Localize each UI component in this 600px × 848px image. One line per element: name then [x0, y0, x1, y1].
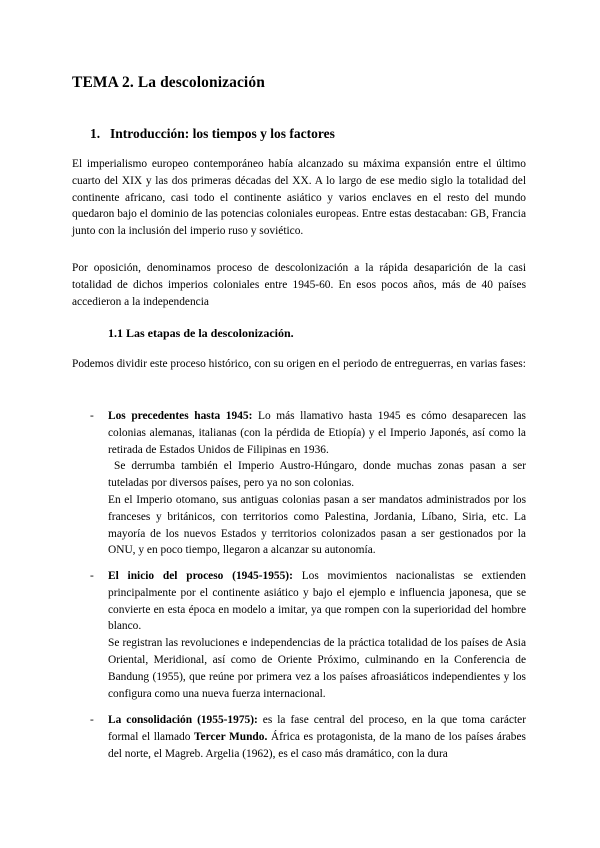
item-label: Los precedentes hasta 1945:: [108, 410, 253, 422]
item-text: África es protagonista, de la mano de los países árabes del norte, el Magreb. Argelia (1962), es el caso más dramático, con la dura: [108, 730, 526, 760]
list-bullet: -: [90, 410, 94, 422]
item-text: es la fase central del proceso, en la que toma carácter formal el llamado: [108, 714, 526, 743]
section-heading: [90, 126, 335, 142]
list-item-precedentes: [90, 408, 526, 559]
list-bullet: -: [90, 714, 94, 726]
list-bullet: -: [90, 570, 94, 582]
item-text: Lo más llamativo hasta 1945 es cómo desaparecen las colonias alemanas, italianas (con la pérdida de Etiopía) y el Imperio Japonés, así como la retirada de Estados Unidos de Filipinas en 1936.: [108, 410, 526, 456]
paragraph-intro-etapas: Podemos dividir este proceso histórico, con su origen en el periodo de entreguerras, en varias fases:: [72, 358, 526, 370]
item-text: Se derrumba también el Imperio Austro-Húngaro, donde muchas zonas pasan a ser tuteladas por diversos países, pero ya no son colonias.: [108, 460, 526, 490]
paragraph-descolonizacion: Por oposición, denominamos proceso de descolonización a la rápida desaparición de la casi totalidad de dichos imperios coloniales entre 1945-60. En esos pocos años, más de 40 países accedieron a la independencia: [72, 262, 526, 308]
item-text: En el Imperio otomano, sus antiguas colonias pasan a ser mandatos administrados por los franceses y británicos, con territorios como Palestina, Jordania, Líbano, Siria, etc. La mayoría de los nuevos Estados y territorios colonizados pasan a ser gestionados por la ONU, y en poco tiempo, llegaron a alcanzar su autonomía.: [108, 493, 526, 557]
subsection-heading: 1.1 Las etapas de la descolonización.: [108, 326, 294, 340]
section-heading-text: Introducción: los tiempos y los factores: [110, 126, 335, 141]
list-item-consolidacion: [90, 712, 526, 762]
item-label: El inicio del proceso (1945-1955):: [108, 570, 293, 582]
item-text: Los movimientos nacionalistas se extienden principalmente por el continente asiático y bajo el ejemplo e influencia japonesa, que se convierte en esta época en modelo a imitar, ya que rompen con la superioridad del hombre blanco.: [108, 570, 526, 633]
item-bold-term: Tercer Mundo.: [194, 730, 268, 743]
paragraph-imperialismo: El imperialismo europeo contemporáneo había alcanzado su máxima expansión entre el último cuarto del XIX y las dos primeras décadas del XX. A lo largo de ese medio siglo la totalidad del continente africano, casi todo el continente asiático y varios enclaves en el resto del mundo quedaron bajo el dominio de las potencias coloniales europeas. Entre estas destacaban: GB, Francia junto con la inclusión del imperio ruso y soviético.: [72, 158, 526, 238]
item-text: Se registran las revoluciones e independencias de la práctica totalidad de los países de Asia Oriental, Meridional, así como de Oriente Próximo, culminando en la Conferencia de Bandung (1955), que reúne por primera vez a los países afroasiáticos independientes y los configura como una nueva fuerza internacional.: [108, 637, 526, 700]
section-number: 1.: [90, 126, 101, 141]
item-label: La consolidación (1955-1975):: [108, 714, 258, 726]
list-item-inicio: [90, 568, 526, 702]
document-title: TEMA 2. La descolonización: [72, 74, 265, 91]
